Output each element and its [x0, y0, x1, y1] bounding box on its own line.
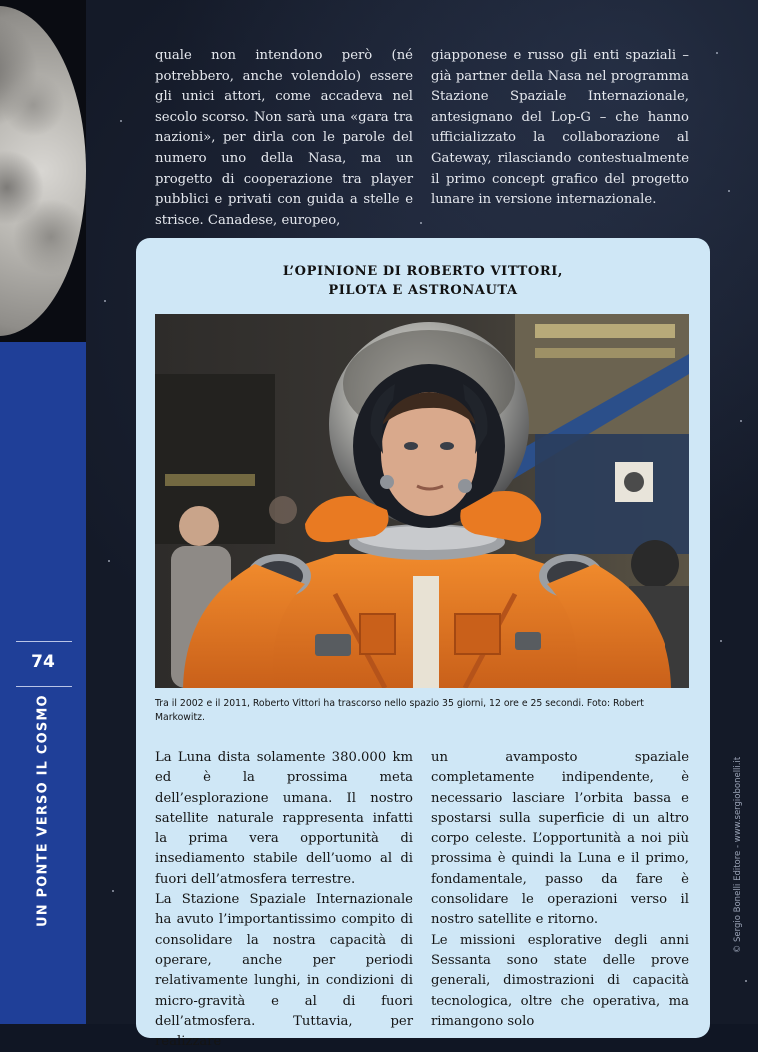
intro-right-text: giapponese e russo gli enti spaziali – già partner della Nasa nel programma Stazione Spaziale Internazionale, antesignano del Lop-G – che hanno ufficializzato la collaborazione al Gateway, rilasciando contestualmente il primo concept grafico del progetto lunare in versione internazionale.	[431, 48, 689, 208]
interview-column-left	[155, 748, 413, 1052]
box-title-line-2: PILOTA E ASTRONAUTA	[328, 283, 518, 298]
interview-right-paragraph-1: un avamposto spaziale completamente indipendente, è necessario lasciare l’orbita bassa e spostarsi sulla superficie di un altro corpo celeste. L’opportunità a noi più prossima è quindi la Luna e il primo, fondamentale, passo da fare è consolidare le operazioni verso il nostro satellite e ritorno.	[431, 750, 689, 928]
intro-column-right	[431, 46, 689, 211]
astronaut-photo	[155, 314, 689, 688]
page-number-rule-top	[16, 641, 72, 642]
page-number-rule-bottom	[16, 686, 72, 687]
photo-caption: Tra il 2002 e il 2011, Roberto Vittori ha trascorso nello spazio 35 giorni, 12 ore e 25 secondi. Foto: Robert Markowitz.	[155, 698, 644, 723]
interview-left-paragraph-1: La Luna dista solamente 380.000 km ed è la prossima meta dell’esplorazione umana. Il nostro satellite naturale rappresenta infatti la prima vera opportunità di insediamento stabile dell’uomo al di fuori dell’atmosfera terrestre.	[155, 750, 413, 887]
box-title	[136, 262, 710, 300]
moon-disc	[0, 6, 86, 336]
interview-left-paragraph-2: La Stazione Spaziale Internazionale ha avuto l’importantissimo compito di consolidare la nostra capacità di operare, anche per periodi relativamente lunghi, in condizioni di micro-gravità e al di fuori dell’atmosfera. Tuttavia, per realizzare	[155, 892, 413, 1050]
moon-image	[0, 0, 86, 342]
publisher-credit: © Sergio Bonelli Editore - www.sergiobonelli.it	[733, 756, 743, 954]
astronaut-illustration	[155, 314, 689, 688]
intro-column-left	[155, 46, 413, 231]
box-title-line-1: L’OPINIONE DI ROBERTO VITTORI,	[282, 264, 564, 279]
interview-right-paragraph-2: Le missioni esplorative degli anni Sessanta sono state delle prove generali, dimostrazioni di capacità tecnologica, oltre che operativa, ma rimangono solo	[431, 932, 689, 1029]
page-number: 74	[31, 652, 55, 672]
section-title: UN PONTE VERSO IL COSMO	[35, 694, 51, 927]
intro-left-text: quale non intendono però (né potrebbero, anche volendolo) essere gli unici attori, come accadeva nel secolo scorso. Non sarà una «gara tra nazioni», per dirla con le parole del numero uno della Nasa, ma un progetto di cooperazione tra player pubblici e privati con guida a stelle e strisce. Canadese, europeo,	[155, 48, 413, 228]
interview-column-right	[431, 748, 689, 1032]
